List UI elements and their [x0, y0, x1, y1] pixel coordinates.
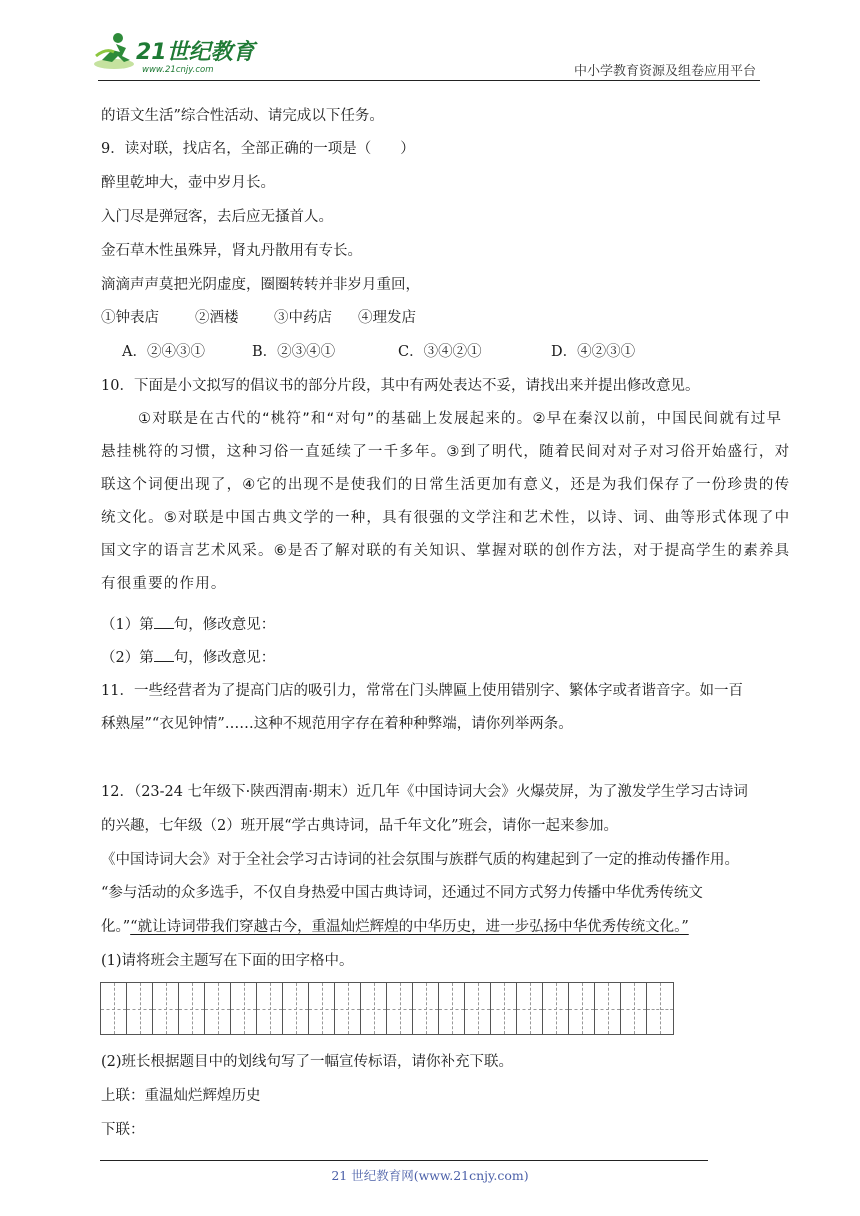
- tianzige-cell[interactable]: [231, 983, 257, 1034]
- footer-text: 21 世纪教育网(www.21cnjy.com): [331, 1168, 529, 1183]
- question-11-line2: 秝熟屋”“衣见钟情”……这种不规范用字存在着种种弊端，请你列举两条。: [101, 716, 573, 732]
- q10-answer-1: [101, 614, 275, 635]
- tianzige-cell[interactable]: [309, 983, 335, 1034]
- option-c[interactable]: C．③④②①: [398, 344, 482, 360]
- question-10: 10．下面是小文拟写的倡议书的部分片段，其中有两处表达不妥，请找出来并提出修改意见。: [101, 378, 700, 394]
- tianzige-cell[interactable]: [283, 983, 309, 1034]
- question-12-line1: 12．（23-24 七年级下·陕西渭南·期末）近几年《中国诗词大会》火爆荧屏，为了激发学生学习古诗词: [101, 784, 748, 800]
- answer-2-prefix: （2）第: [101, 650, 154, 666]
- tianzige-cell[interactable]: [361, 983, 387, 1034]
- tianzige-cell[interactable]: [465, 983, 491, 1034]
- tianzige-cell[interactable]: [387, 983, 413, 1034]
- couplet-1: 醉里乾坤大，壶中岁月长。: [101, 175, 275, 191]
- shop-item: ①钟表店: [101, 310, 159, 326]
- lower-couplet-label: 下联：: [101, 1122, 145, 1138]
- tianzige-cell[interactable]: [205, 983, 231, 1034]
- header-divider: [98, 80, 760, 81]
- upper-couplet: 上联：重温灿烂辉煌历史: [101, 1088, 261, 1104]
- tianzige-cell[interactable]: [595, 983, 621, 1034]
- tianzige-cell[interactable]: [569, 983, 595, 1034]
- tianzige-cell[interactable]: [543, 983, 569, 1034]
- q9-options: [122, 342, 635, 362]
- shop-item: ③中药店: [274, 310, 332, 326]
- footer-divider: [100, 1160, 708, 1161]
- tianzige-cell[interactable]: [491, 983, 517, 1034]
- header-platform-text: 中小学教育资源及组卷应用平台: [573, 64, 756, 79]
- answer-1-prefix: （1）第: [101, 617, 154, 633]
- passage-line: 统文化。⑤对联是中国古典文学的一种，具有很强的文学注和艺术性，以诗、词、曲等形式体现了中: [101, 510, 791, 526]
- passage-line: 悬挂桃符的习惯，这种习俗一直延续了一千多年。③到了明代，随着民间对对子对习俗开始盛行，对: [101, 444, 791, 460]
- question-12-line3: 《中国诗词大会》对于全社会学习古诗词的社会氛围与族群气质的构建起到了一定的推动传播作用。: [101, 852, 739, 868]
- question-9: 9．读对联，找店名，全部正确的一项是（ ）: [101, 141, 415, 157]
- intro-line: 的语文生活”综合性活动、请完成以下任务。: [101, 108, 384, 124]
- tianzige-cell[interactable]: [101, 983, 127, 1034]
- couplet-2: 入门尽是弹冠客，去后应无搔首人。: [101, 209, 333, 225]
- option-d[interactable]: D．④②③①: [551, 344, 636, 360]
- answer-2-suffix: 句，修改意见：: [173, 650, 276, 666]
- svg-text:21世纪教育: 21世纪教育: [136, 40, 255, 65]
- answer-1-blank[interactable]: [154, 614, 174, 629]
- quote-end: 化。”: [101, 919, 131, 935]
- q10-answer-2: [101, 647, 275, 668]
- option-a[interactable]: A．②④③①: [122, 344, 205, 360]
- tianzige-cell[interactable]: [179, 983, 205, 1034]
- q12-task-2: (2)班长根据题目中的划线句写了一幅宣传标语，请你补充下联。: [101, 1054, 514, 1070]
- q10-passage: [101, 403, 791, 601]
- tianzige-grid[interactable]: [100, 982, 674, 1035]
- tianzige-cell[interactable]: [517, 983, 543, 1034]
- tianzige-cell[interactable]: [153, 983, 179, 1034]
- logo-runner-icon: [92, 30, 262, 78]
- question-12-line4: “参与活动的众多选手，不仅自身热爱中国古典诗词，还通过不同方式努力传播中华优秀传统文: [101, 885, 703, 901]
- passage-line: 联这个词便出现了，④它的出现不是使我们的日常生活更加有意义，还是为我们保存了一份珍贵的传: [101, 477, 791, 493]
- shop-list: [101, 308, 416, 328]
- q12-task-1: (1)请将班会主题写在下面的田字格中。: [101, 953, 354, 969]
- question-11-line1: 11．一些经营者为了提高门店的吸引力，常常在门头牌匾上使用错别字、繁体字或者谐音字。如一百: [101, 683, 743, 699]
- couplet-3: 金石草木性虽殊异，肾丸丹散用有专长。: [101, 243, 362, 259]
- shop-item: ②酒楼: [195, 310, 239, 326]
- passage-line: 国文字的语言艺术风采。⑥是否了解对联的有关知识、掌握对联的创作方法，对于提高学生的素养具: [101, 543, 791, 559]
- underlined-sentence: “就让诗词带我们穿越古今，重温灿烂辉煌的中华历史，进一步弘扬中华优秀传统文化。”: [130, 919, 689, 935]
- shop-item: ④理发店: [358, 310, 416, 326]
- answer-1-suffix: 句，修改意见：: [173, 617, 276, 633]
- passage-line: ①对联是在古代的“桃符”和“对句”的基础上发展起来的。②早在秦汉以前，中国民间就有过早: [138, 411, 783, 427]
- tianzige-cell[interactable]: [127, 983, 153, 1034]
- passage-line: 有很重要的作用。: [101, 576, 227, 592]
- answer-2-blank[interactable]: [154, 647, 174, 662]
- question-12-line2: 的兴趣，七年级（2）班开展“学古典诗词，品千年文化”班会，请你一起来参加。: [101, 818, 619, 834]
- tianzige-cell[interactable]: [647, 983, 673, 1034]
- question-12-line5: [101, 917, 689, 937]
- tianzige-cell[interactable]: [439, 983, 465, 1034]
- tianzige-cell[interactable]: [257, 983, 283, 1034]
- tianzige-cell[interactable]: [621, 983, 647, 1034]
- tianzige-cell[interactable]: [335, 983, 361, 1034]
- couplet-4: 滴滴声声莫把光阴虚度，圈圈转转并非岁月重回，: [101, 277, 420, 293]
- site-logo: [92, 30, 262, 78]
- tianzige-cell[interactable]: [413, 983, 439, 1034]
- svg-text:www.21cnjy.com: www.21cnjy.com: [142, 65, 214, 75]
- option-b[interactable]: B．②③④①: [252, 344, 336, 360]
